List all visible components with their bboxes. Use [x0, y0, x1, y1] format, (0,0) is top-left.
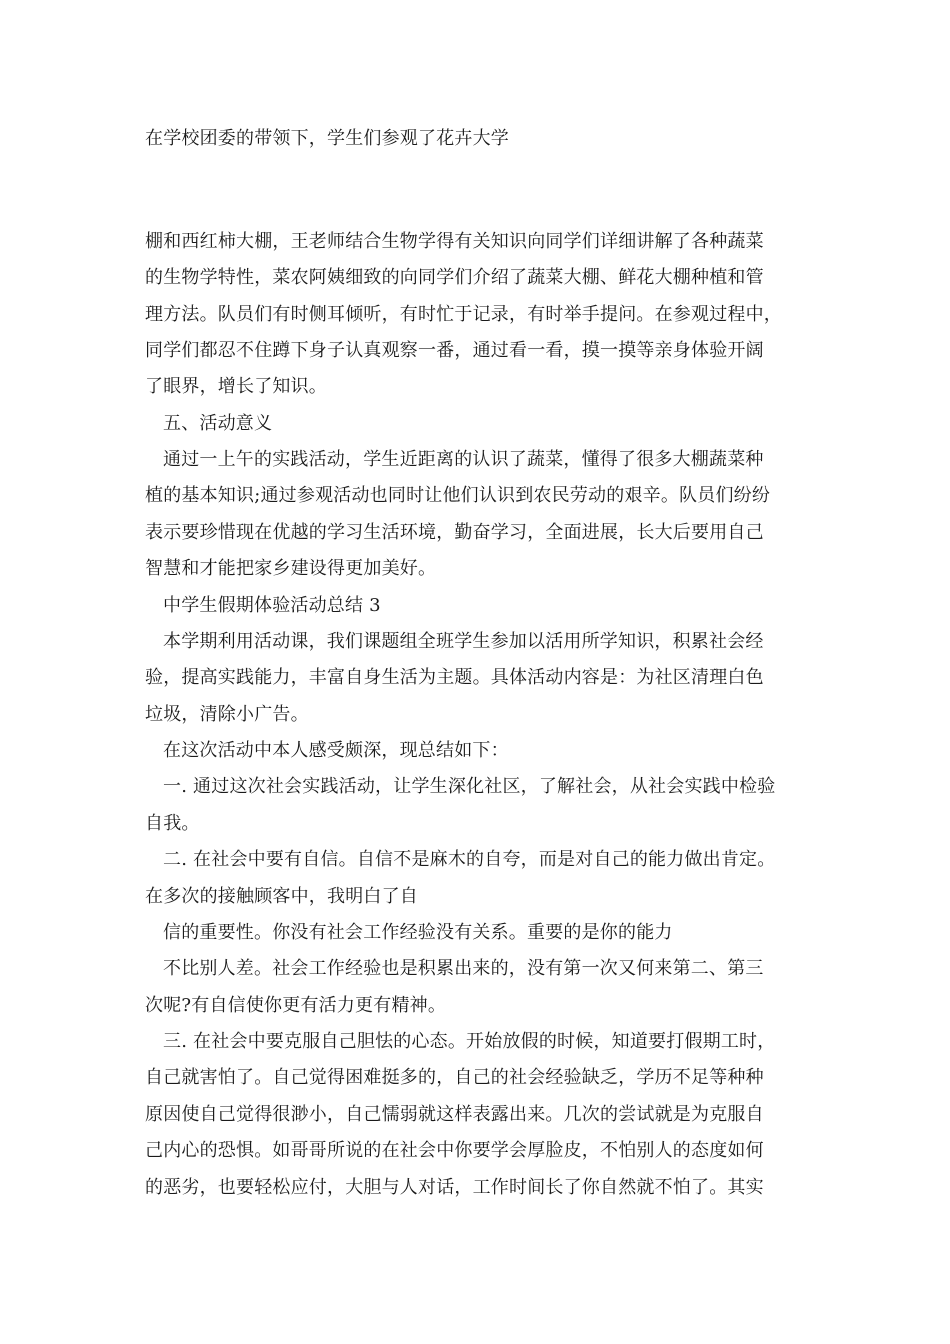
text-line: 自己就害怕了。自己觉得困难挺多的，自己的社会经验缺乏，学历不足等种种 — [145, 1067, 764, 1088]
text-line: 通过一上午的实践活动，学生近距离的认识了蔬菜，懂得了很多大棚蔬菜种 — [163, 449, 764, 470]
text-line: 的恶劣，也要轻松应付，大胆与人对话，工作时间长了你自然就不怕了。其实 — [145, 1177, 764, 1198]
text-line: 智慧和才能把家乡建设得更加美好。 — [145, 558, 437, 579]
text-line: 表示要珍惜现在优越的学习生活环境，勤奋学习，全面进展，长大后要用自己 — [145, 522, 764, 543]
section-heading: 五、活动意义 — [163, 413, 273, 434]
section-heading: 中学生假期体验活动总结 3 — [163, 595, 381, 616]
text-line: 垃圾，清除小广告。 — [145, 704, 309, 725]
text-line: 验，提高实践能力，丰富自身生活为主题。具体活动内容是：为社区清理白色 — [145, 667, 764, 688]
text-line: 在学校团委的带领下，学生们参观了花卉大学 — [145, 128, 509, 149]
text-line: 在多次的接触顾客中，我明白了自 — [145, 886, 418, 907]
text-line: 在这次活动中本人感受颇深，现总结如下： — [163, 740, 509, 761]
text-line: 理方法。队员们有时侧耳倾听，有时忙于记录，有时举手提问。在参观过程中， — [145, 304, 782, 325]
text-line: 自我。 — [145, 813, 200, 834]
text-line: 二. 在社会中要有自信。自信不是麻木的自夸，而是对自己的能力做出肯定。 — [163, 849, 776, 870]
text-line: 原因使自己觉得很渺小，自己懦弱就这样表露出来。几次的尝试就是为克服自 — [145, 1104, 764, 1125]
text-line: 本学期利用活动课，我们课题组全班学生参加以活用所学知识，积累社会经 — [163, 631, 764, 652]
text-line: 三. 在社会中要克服自己胆怯的心态。开始放假的时候，知道要打假期工时， — [163, 1031, 776, 1052]
text-line: 不比别人差。社会工作经验也是积累出来的，没有第一次又何来第二、第三 — [163, 958, 764, 979]
text-line: 的生物学特性，菜农阿姨细致的向同学们介绍了蔬菜大棚、鲜花大棚种植和管 — [145, 267, 764, 288]
text-line: 次呢?有自信使你更有活力更有精神。 — [145, 995, 447, 1016]
text-line: 植的基本知识;通过参观活动也同时让他们认识到农民劳动的艰辛。队员们纷纷 — [145, 485, 771, 506]
text-line: 棚和西红柿大棚，王老师结合生物学得有关知识向同学们详细讲解了各种蔬菜 — [145, 231, 764, 252]
text-line: 己内心的恐惧。如哥哥所说的在社会中你要学会厚脸皮，不怕别人的态度如何 — [145, 1140, 764, 1161]
text-line: 同学们都忍不住蹲下身子认真观察一番，通过看一看，摸一摸等亲身体验开阔 — [145, 340, 764, 361]
text-line: 一. 通过这次社会实践活动，让学生深化社区，了解社会，从社会实践中检验 — [163, 776, 776, 797]
text-line: 了眼界，增长了知识。 — [145, 376, 327, 397]
text-line: 信的重要性。你没有社会工作经验没有关系。重要的是你的能力 — [163, 922, 673, 943]
